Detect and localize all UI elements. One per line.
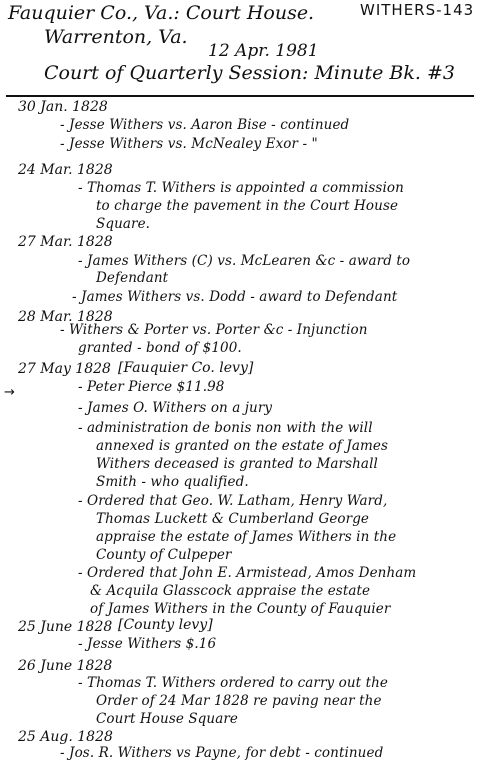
entry-line: - Ordered that John E. Armistead, Amos Denham (78, 565, 417, 581)
entry-date: 27 Mar. 1828 (18, 234, 113, 250)
entry-date: 25 June 1828 (18, 619, 113, 635)
entry-note: [County levy] (118, 617, 213, 633)
entry-line: Smith - who qualified. (96, 474, 249, 490)
entry-date: 26 June 1828 (18, 658, 113, 674)
entry-line: - Jesse Withers $.16 (78, 636, 217, 652)
entry-line: granted - bond of $100. (78, 340, 242, 356)
entry-date: 28 Mar. 1828 (18, 309, 113, 325)
entry-line: Court House Square (96, 711, 239, 727)
header-date: 12 Apr. 1981 (208, 41, 319, 61)
entry-line: - Jos. R. Withers vs Payne, for debt - continued (60, 745, 384, 761)
entry-line: - James Withers (C) vs. McLearen &c - award to (78, 253, 411, 269)
entry-line: Order of 24 Mar 1828 re paving near the (96, 693, 382, 709)
entry-line: appraise the estate of James Withers in the (96, 529, 397, 545)
entry-note: [Fauquier Co. levy] (118, 360, 254, 376)
entry-line: - Thomas T. Withers is appointed a commission (78, 180, 404, 196)
header-location: Fauquier Co., Va.: Court House. (8, 2, 315, 24)
header-title: Court of Quarterly Session: Minute Bk. #3 (44, 62, 455, 84)
entry-line: Square. (96, 216, 151, 232)
entry-line: - James Withers vs. Dodd - award to Defendant (72, 289, 398, 305)
entry-line: of James Withers in the County of Fauquier (90, 601, 391, 617)
entry-date: 25 Aug. 1828 (18, 729, 113, 745)
entry-date: 24 Mar. 1828 (18, 162, 113, 178)
entry-line: Thomas Luckett & Cumberland George (96, 511, 370, 527)
entry-line: County of Culpeper (96, 547, 232, 563)
entry-line: - Thomas T. Withers ordered to carry out the (78, 675, 389, 691)
entry-line: to charge the pavement in the Court House (96, 198, 399, 214)
document-reference: WITHERS-143 (360, 1, 475, 19)
entry-line: & Acquila Glasscock appraise the estate (90, 583, 371, 599)
entry-line: - Withers & Porter vs. Porter &c - Injunction (60, 322, 368, 338)
entry-line: Defendant (96, 270, 169, 286)
header-divider (6, 95, 474, 97)
entry-date: 30 Jan. 1828 (18, 99, 108, 115)
entry-line: - James O. Withers on a jury (78, 400, 273, 416)
entry-line: - Ordered that Geo. W. Latham, Henry Ward, (78, 493, 388, 509)
header-city: Warrenton, Va. (44, 26, 188, 48)
entry-date: 27 May 1828 (18, 361, 111, 377)
entry-line: Withers deceased is granted to Marshall (96, 456, 378, 472)
entry-line: - Jesse Withers vs. McNealey Exor - " (60, 136, 318, 152)
entry-line: - administration de bonis non with the will (78, 420, 373, 436)
entry-line: annexed is granted on the estate of James (96, 438, 388, 454)
entry-line: - Jesse Withers vs. Aaron Bise - continued (60, 117, 350, 133)
entry-line: - Peter Pierce $11.98 (78, 379, 225, 395)
margin-arrow-icon: → (4, 385, 15, 400)
